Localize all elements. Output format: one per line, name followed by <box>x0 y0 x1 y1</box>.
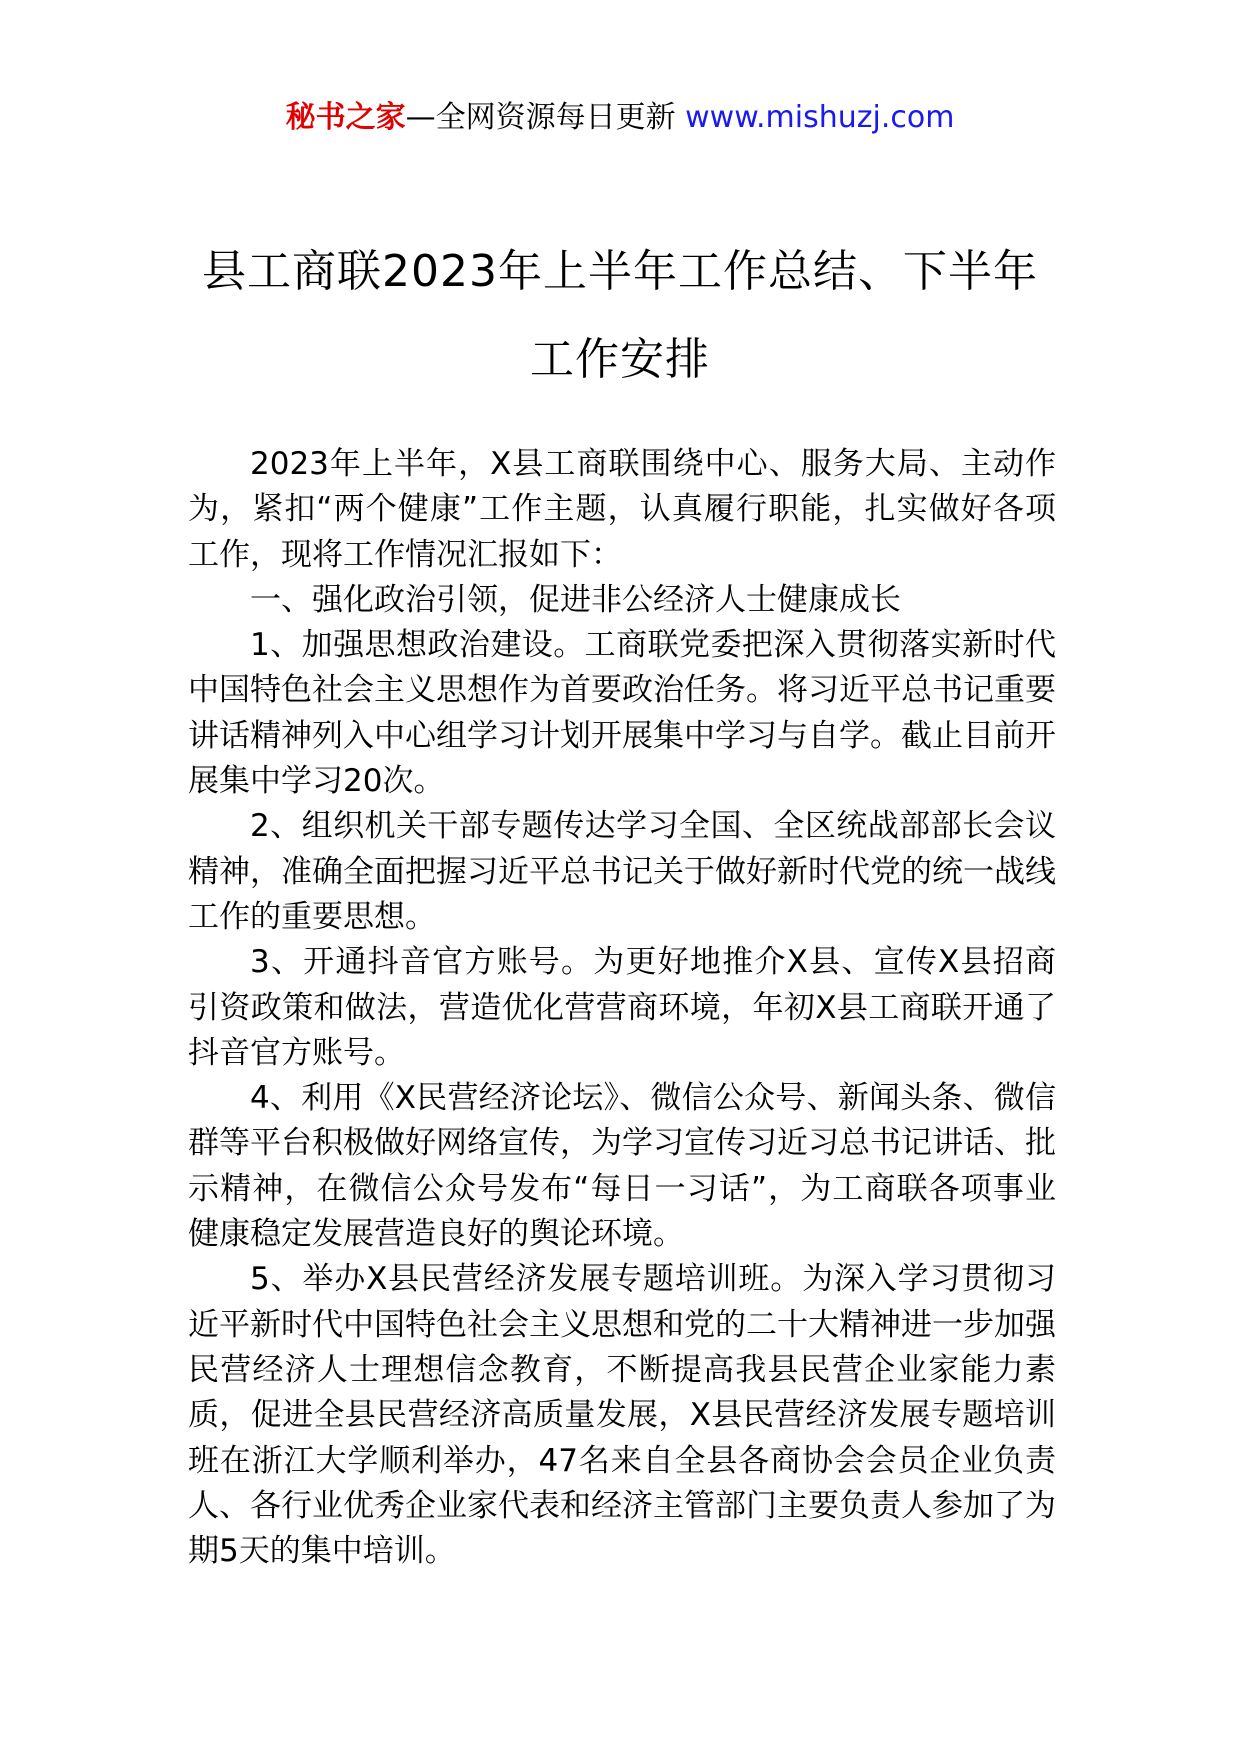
item-paragraph-1: 1、加强思想政治建设。工商联党委把深入贯彻落实新时代中国特色社会主义思想作为首要政治任务。将习近平总书记重要讲话精神列入中心组学习计划开展集中学习与自学。截止目前开展集中学习20次。 <box>188 627 1056 800</box>
site-banner <box>0 98 1240 138</box>
document-body <box>188 442 1056 1574</box>
section-heading: 一、强化政治引领，促进非公经济人士健康成长 <box>250 581 901 618</box>
brand-name: 秘书之家 <box>285 100 406 135</box>
item-paragraph-3: 3、开通抖音官方账号。为更好地推介X县、宣传X县招商引资政策和做法，营造优化营营商环境，年初X县工商联开通了抖音官方账号。 <box>188 944 1056 1071</box>
banner-tagline: —全网资源每日更新 <box>405 100 686 135</box>
item-paragraph-2: 2、组织机关干部专题传达学习全国、全区统战部部长会议精神，准确全面把握习近平总书记关于做好新时代党的统一战线工作的重要思想。 <box>188 808 1056 935</box>
intro-paragraph: 2023年上半年，X县工商联围绕中心、服务大局、主动作为，紧扣“两个健康”工作主题，认真履行职能，扎实做好各项工作，现将工作情况汇报如下： <box>188 446 1056 573</box>
document-title: 县工商联2023年上半年工作总结、下半年工作安排 <box>202 246 1038 385</box>
item-paragraph-4: 4、利用《X民营经济论坛》、微信公众号、新闻头条、微信群等平台积极做好网络宣传，为学习宣传习近习总书记讲话、批示精神，在微信公众号发布“每日一习话”，为工商联各项事业健康稳定发展营造良好的舆论环境。 <box>188 1080 1056 1253</box>
site-url-link[interactable]: www.mishuzj.com <box>685 100 955 135</box>
item-paragraph-5: 5、举办X县民营经济发展专题培训班。为深入学习贯彻习近平新时代中国特色社会主义思想和党的二十大精神进一步加强民营经济人士理想信念教育，不断提高我县民营企业家能力素质，促进全县民营经济高质量发展，X县民营经济发展专题培训班在浙江大学顺利举办，47名来自全县各商协会会员企业负责人、各行业优秀企业家代表和经济主管部门主要负责人参加了为期5天的集中培训。 <box>188 1261 1056 1570</box>
